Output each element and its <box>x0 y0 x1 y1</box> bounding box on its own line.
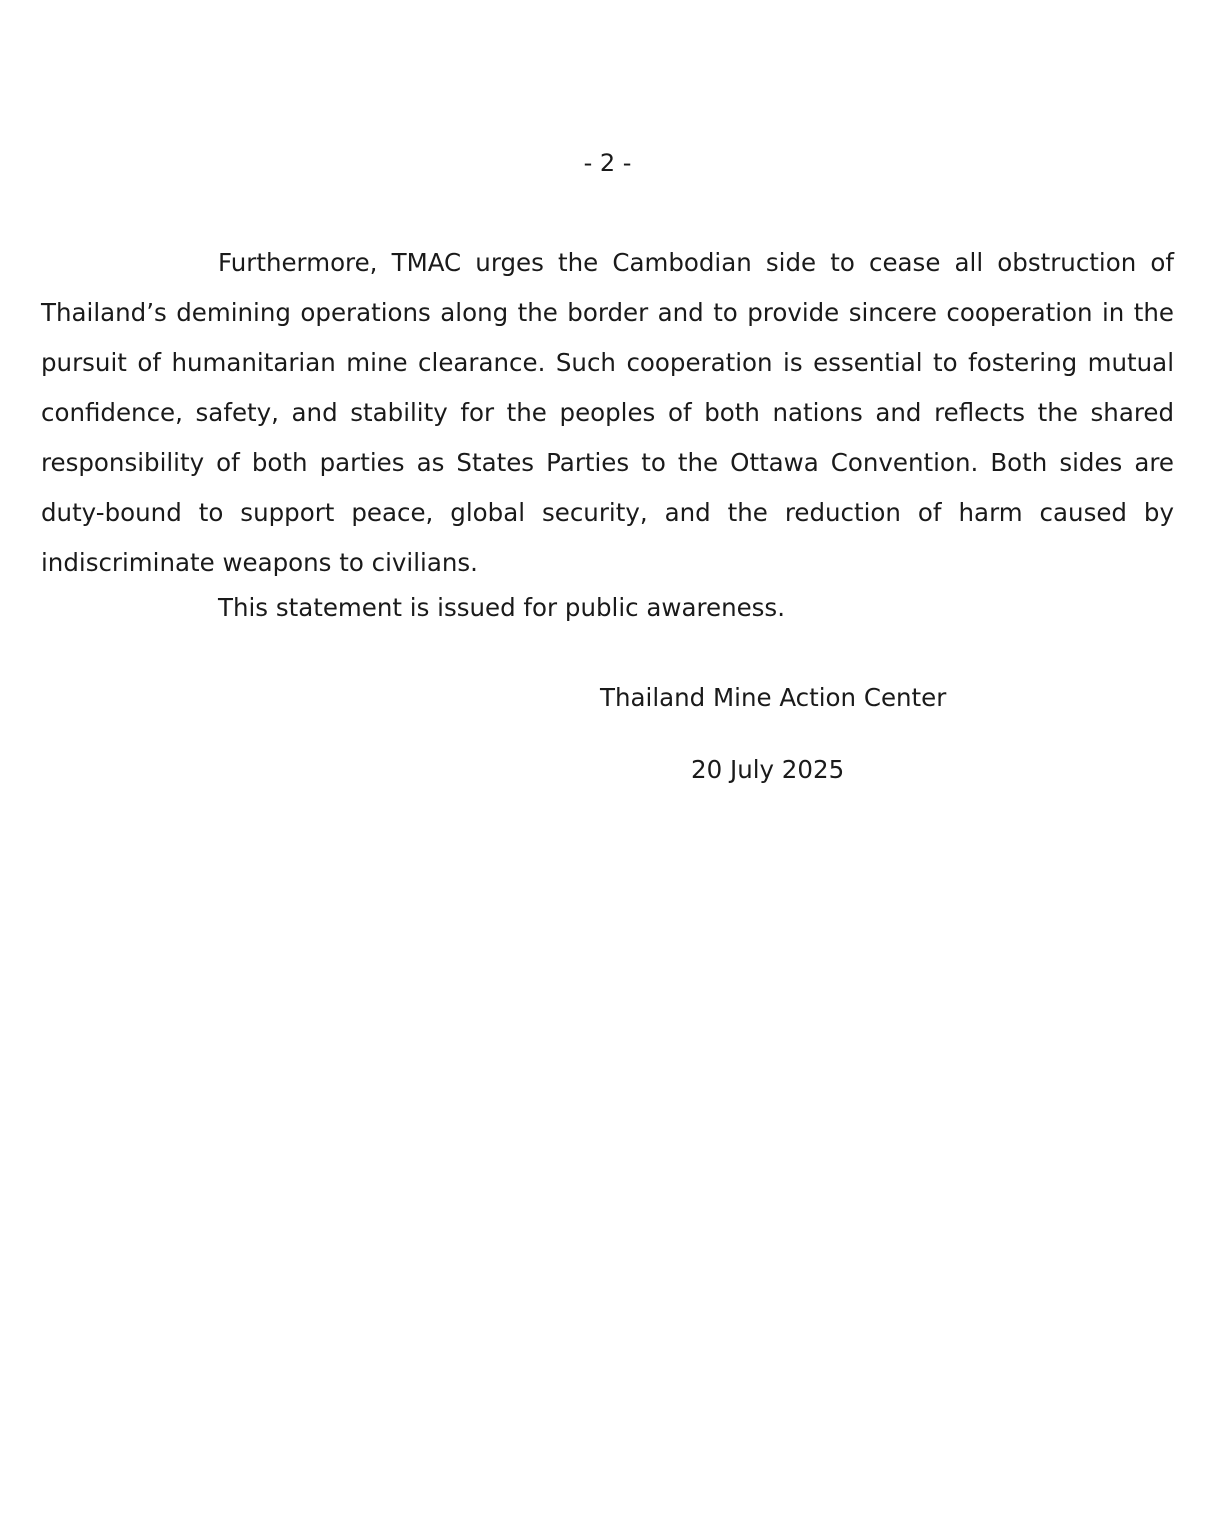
closing-paragraph: This statement is issued for public awareness. <box>218 593 785 622</box>
page-number: - 2 - <box>583 149 632 177</box>
signatory: Thailand Mine Action Center <box>600 683 947 712</box>
statement-date: 20 July 2025 <box>691 755 845 784</box>
body-paragraph: Furthermore, TMAC urges the Cambodian side to cease all obstruction of Thailand’s demining operations along the border and to provide sincere cooperation in the pursuit of humanitarian mine clearance. Such cooperation is essential to fostering mutual confidence, safety, and stability for the peoples of both nations and reflects the shared responsibility of both parties as States Parties to the Ottawa Convention. Both sides are duty-bound to support peace, global security, and the reduction of harm caused by indiscriminate weapons to civilians. <box>41 248 1174 577</box>
